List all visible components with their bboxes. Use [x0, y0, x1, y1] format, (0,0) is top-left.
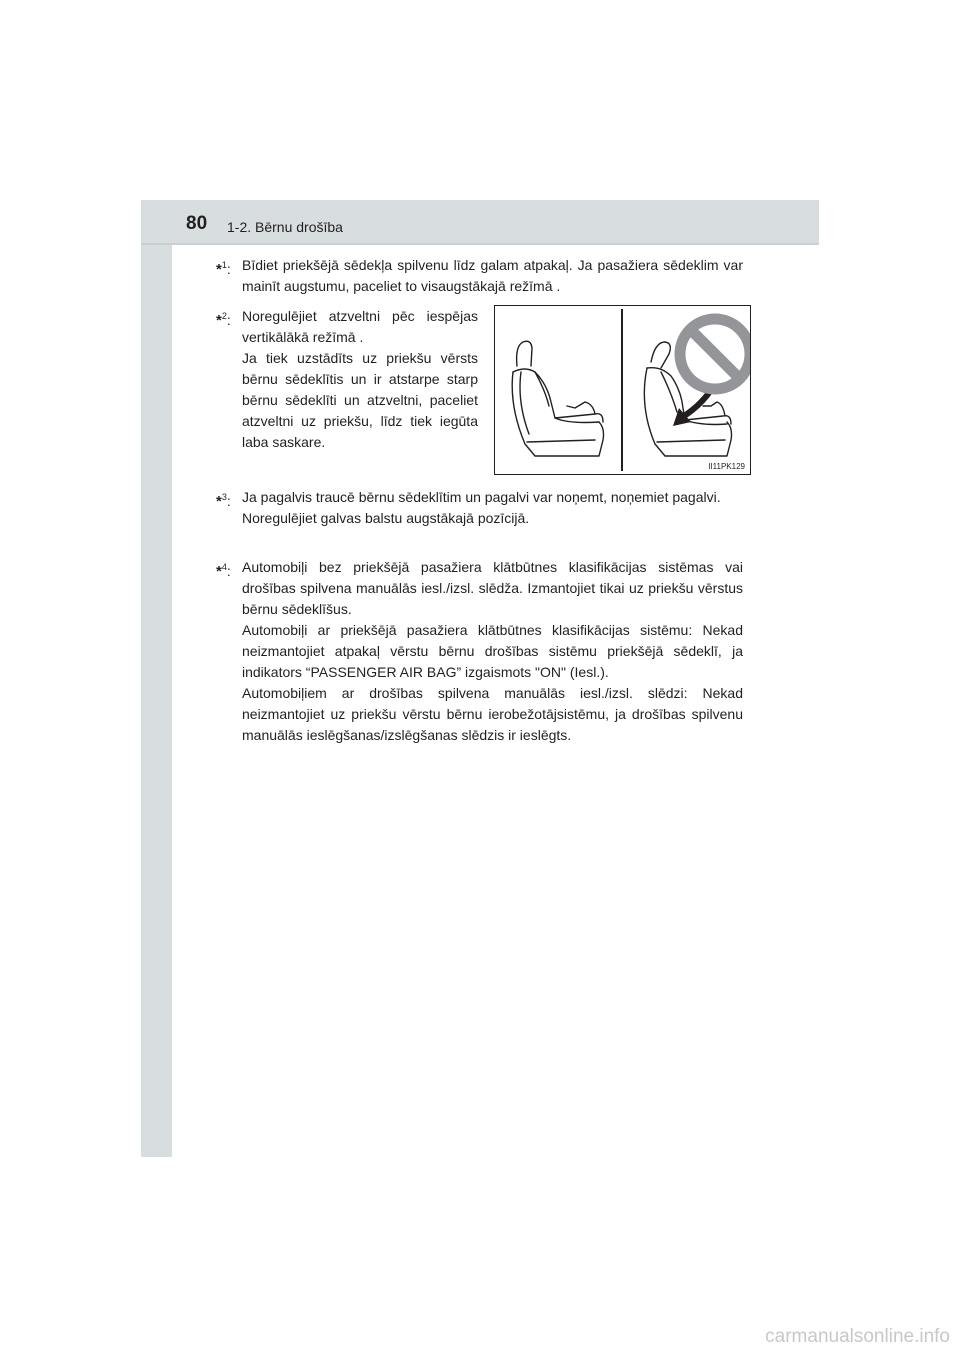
section-title: 1-2. Bērnu drošība: [227, 219, 343, 235]
note-paragraph: Ja pagalvis traucē bērnu sēdeklītim un pagalvi var noņemt, noņemiet pagalvi.: [242, 489, 721, 505]
note-paragraph: Noregulējiet atzveltni pēc iespējas vertikālākā režīmā .: [242, 308, 478, 345]
seat-upright-icon: [512, 341, 603, 456]
figure-code: II11PK129: [708, 462, 745, 471]
note-3: [216, 487, 743, 529]
note-2: [216, 306, 478, 453]
page-number: 80: [186, 213, 208, 234]
page-sidebar-band: [141, 200, 172, 1157]
note-paragraph: Ja tiek uzstādīts uz priekšu vērsts bērnu sēdeklītis un ir atstarpe starp bērnu sēdeklīti un atzveltni, paceliet atzveltni uz priekšu, līdz tiek iegūta laba saskare.: [242, 350, 478, 450]
note-paragraph: Automobiļi ar priekšējā pasažiera klātbūtnes klasifikācijas sistēmu: Nekad neizmantojiet atpakaļ vērstu bērnu drošības sistēmu priekšējā sēdeklī, ja indikators “PASSENGER AIR BAG” izgaismots "ON" (Iesl.).: [242, 622, 743, 680]
note-paragraph: Automobiļiem ar drošības spilvena manuālās iesl./izsl. slēdzi: Nekad neizmantojiet uz priekšu vērstu bērnu ierobežotājsistēmu, ja drošības spilvenu manuālās ieslēgšanas/izslēgšanas slēdzis ir ieslēgts.: [242, 685, 743, 743]
note-1: [216, 255, 743, 297]
note-paragraph: Automobiļi bez priekšējā pasažiera klātbūtnes klasifikācijas sistēmas vai drošības spilvena manuālās iesl./izsl. slēdža. Izmantojiet tikai uz priekšu vērstus bērnu sēdeklīšus.: [242, 559, 743, 617]
note-marker: *$^2$:: [216, 311, 231, 329]
note-paragraph: Noregulējiet galvas balstu augstākajā pozīcijā.: [242, 510, 530, 526]
prohibition-icon: [680, 319, 750, 389]
note-4: [216, 557, 743, 746]
seat-illustration: [494, 305, 751, 475]
watermark: carmanualsonline.info: [765, 1326, 950, 1347]
note-paragraph: Bīdiet priekšējā sēdekļa spilvenu līdz galam atpakaļ. Ja pasažiera sēdeklim var mainīt augstumu, paceliet to visaugstākajā režīmā .: [242, 257, 743, 294]
note-marker: *$^1$:: [216, 260, 231, 278]
note-marker: *$^3$:: [216, 492, 231, 510]
note-marker: *$^4$:: [216, 562, 231, 580]
